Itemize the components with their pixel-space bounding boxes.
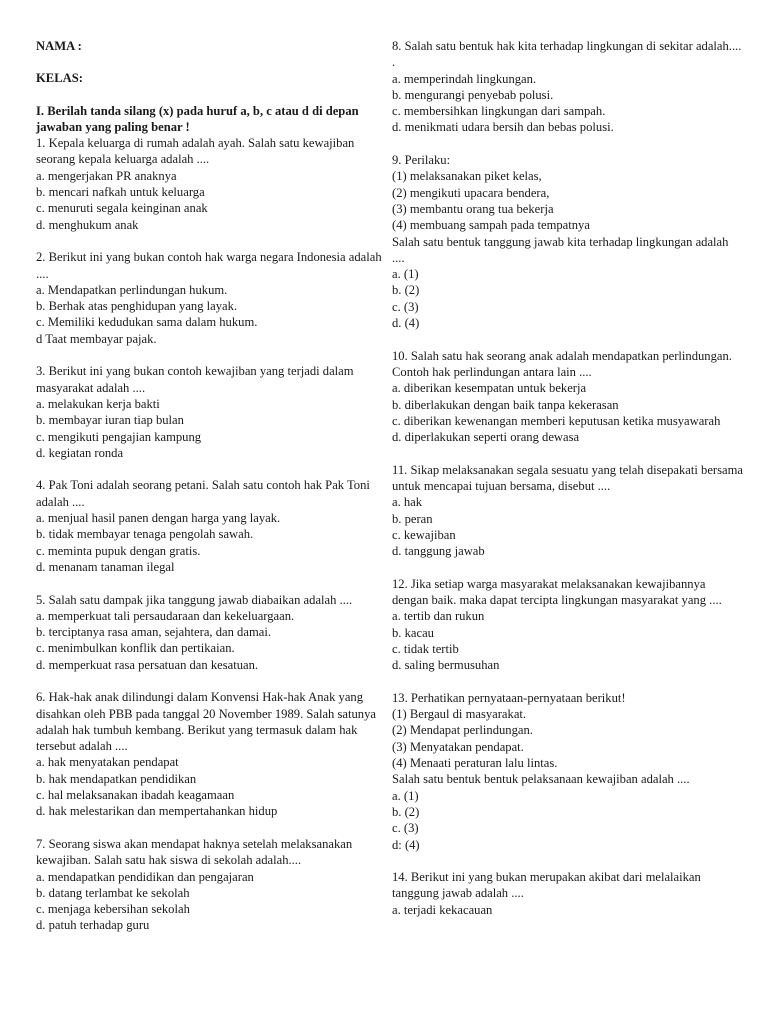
- question-text: Salah satu hak seorang anak adalah mendapatkan perlindungan. Contoh hak perlindungan antara lain ....: [392, 348, 732, 379]
- left-column: [36, 38, 384, 950]
- answer-option: b. hak mendapatkan pendidikan: [36, 771, 197, 786]
- answer-option: d. memperkuat rasa persatuan dan kesatuan.: [36, 657, 259, 672]
- question-14: [392, 869, 744, 918]
- question-stem: [392, 576, 744, 609]
- question-text: Kepala keluarga di rumah adalah ayah. Salah satu kewajiban seorang kepala keluarga adalah ....: [36, 136, 355, 167]
- question-stem: [392, 348, 744, 381]
- question-number: 13.: [392, 690, 408, 705]
- answer-option: d. patuh terhadap guru: [36, 918, 150, 933]
- question-text: Berikut ini yang bukan contoh kewajiban yang terjadi dalam masyarakat adalah ....: [36, 364, 354, 395]
- answer-option: d. hak melestarikan dan mempertahankan hidup: [36, 804, 278, 819]
- question-stem: [36, 477, 384, 510]
- answer-option: b. membayar iuran tiap bulan: [36, 413, 184, 428]
- question-stem: [36, 249, 384, 282]
- answer-option: b. mencari nafkah untuk keluarga: [36, 185, 205, 200]
- question-7: [36, 836, 384, 934]
- answer-option: c. (3): [392, 299, 419, 314]
- question-prompt: Salah satu bentuk tanggung jawab kita terhadap lingkungan adalah ....: [392, 234, 729, 265]
- statement-item: (1) Bergaul di masyarakat.: [392, 707, 527, 722]
- question-10: [392, 348, 744, 446]
- answer-option: d. (4): [392, 316, 420, 331]
- question-stem: [392, 462, 744, 495]
- answer-option: c. menimbulkan konflik dan pertikaian.: [36, 641, 235, 656]
- question-text: Seorang siswa akan mendapat haknya setelah melaksanakan kewajiban. Salah satu hak siswa di sekolah adalah....: [36, 836, 353, 868]
- answer-option: c. diberikan kewenangan memberi keputusan ketika musyawarah: [392, 413, 721, 428]
- question-number: 2.: [36, 250, 46, 265]
- answer-option: d. menikmati udara bersih dan bebas polusi.: [392, 120, 614, 135]
- answer-option: c. mengikuti pengajian kampung: [36, 429, 202, 444]
- answer-option: d. kegiatan ronda: [36, 445, 124, 460]
- statement-item: (3) Menyatakan pendapat.: [392, 739, 524, 754]
- question-number: 3.: [36, 364, 46, 379]
- question-text: Salah satu bentuk hak kita terhadap lingkungan di sekitar adalah.... .: [392, 39, 742, 70]
- question-9: [392, 152, 744, 331]
- statement-item: (2) mengikuti upacara bendera,: [392, 185, 550, 200]
- question-text: Berikut ini yang bukan contoh hak warga negara Indonesia adalah ....: [36, 250, 382, 281]
- answer-option: b. Berhak atas penghidupan yang layak.: [36, 299, 238, 314]
- answer-option: a. (1): [392, 267, 419, 282]
- answer-option: b. diberlakukan dengan baik tanpa kekerasan: [392, 397, 619, 412]
- question-8: [392, 38, 744, 136]
- question-text: Perilaku:: [404, 153, 451, 168]
- question-stem: [392, 690, 744, 706]
- question-number: 9.: [392, 153, 402, 168]
- question-number: 4.: [36, 478, 46, 493]
- question-number: 8.: [392, 39, 402, 53]
- right-question-list: [392, 38, 744, 918]
- question-12: [392, 576, 744, 674]
- answer-option: b. kacau: [392, 625, 434, 640]
- answer-option: d. diperlakukan seperti orang dewasa: [392, 430, 580, 445]
- question-6: [36, 689, 384, 819]
- question-stem: [36, 689, 384, 754]
- question-text: Salah satu dampak jika tanggung jawab diabaikan adalah ....: [48, 592, 353, 607]
- statement-item: (4) membuang sampah pada tempatnya: [392, 218, 590, 233]
- answer-option: d. tanggung jawab: [392, 544, 485, 559]
- question-number: 11.: [392, 462, 408, 477]
- answer-option: a. tertib dan rukun: [392, 609, 485, 624]
- answer-option: d. saling bermusuhan: [392, 658, 500, 673]
- question-stem: [392, 152, 744, 168]
- answer-option: b. peran: [392, 511, 433, 526]
- question-stem: [36, 363, 384, 396]
- question-stem: [36, 592, 384, 608]
- question-text: Pak Toni adalah seorang petani. Salah satu contoh hak Pak Toni adalah ....: [36, 478, 370, 509]
- question-number: 7.: [36, 836, 46, 851]
- question-text: Berikut ini yang bukan merupakan akibat dari melalaikan tanggung jawab adalah ....: [392, 870, 701, 901]
- question-1: [36, 135, 384, 233]
- question-number: 12.: [392, 576, 408, 591]
- answer-option: b. terciptanya rasa aman, sejahtera, dan damai.: [36, 625, 271, 640]
- right-column: [392, 38, 744, 934]
- answer-option: c. tidak tertib: [392, 641, 459, 656]
- question-prompt: Salah satu bentuk bentuk pelaksanaan kewajiban adalah ....: [392, 772, 690, 787]
- answer-option: d. menghukum anak: [36, 217, 139, 232]
- question-stem: [392, 38, 744, 71]
- answer-option: c. (3): [392, 821, 419, 836]
- answer-option: c. meminta pupuk dengan gratis.: [36, 543, 201, 558]
- answer-option: a. (1): [392, 788, 419, 803]
- question-3: [36, 363, 384, 461]
- question-11: [392, 462, 744, 560]
- answer-option: a. mendapatkan pendidikan dan pengajaran: [36, 869, 254, 884]
- question-stem: [36, 135, 384, 168]
- instruction-text: I. Berilah tanda silang (x) pada huruf a, b, c atau d di depan jawaban yang paling benar !: [36, 103, 359, 134]
- question-number: 6.: [36, 690, 46, 705]
- question-4: [36, 477, 384, 575]
- question-number: 1.: [36, 136, 46, 151]
- question-text: Perhatikan pernyataan-pernyataan berikut!: [410, 690, 626, 705]
- answer-option: b. datang terlambat ke sekolah: [36, 885, 190, 900]
- statement-item: (3) membantu orang tua bekerja: [392, 201, 554, 216]
- question-number: 14.: [392, 870, 408, 885]
- answer-option: c. menjaga kebersihan sekolah: [36, 902, 190, 917]
- left-question-list: [36, 135, 384, 934]
- answer-option: a. memperindah lingkungan.: [392, 71, 537, 86]
- answer-option: a. mengerjakan PR anaknya: [36, 168, 177, 183]
- answer-option: a. terjadi kekacauan: [392, 902, 493, 917]
- statement-item: (1) melaksanakan piket kelas,: [392, 169, 542, 184]
- question-stem: [36, 836, 384, 869]
- question-2: [36, 249, 384, 347]
- question-text: Hak-hak anak dilindungi dalam Konvensi Hak-hak Anak yang disahkan oleh PBB pada tanggal 20 November 1989. Salah satunya adalah hak tumbuh kembang. Berikut yang termasuk dalam hak tersebut adalah ....: [36, 690, 376, 754]
- name-field-label: NAMA :: [36, 39, 82, 53]
- answer-option: c. kewajiban: [392, 527, 456, 542]
- answer-option: a. diberikan kesempatan untuk bekerja: [392, 381, 587, 396]
- answer-option: b. mengurangi penyebab polusi.: [392, 87, 554, 102]
- question-stem: [392, 869, 744, 902]
- statement-item: (2) Mendapat perlindungan.: [392, 723, 533, 738]
- question-13: [392, 690, 744, 853]
- answer-option: a. menjual hasil panen dengan harga yang layak.: [36, 511, 281, 526]
- answer-option: c. Memiliki kedudukan sama dalam hukum.: [36, 315, 258, 330]
- answer-option: a. melakukan kerja bakti: [36, 396, 160, 411]
- answer-option: c. hal melaksanakan ibadah keagamaan: [36, 788, 235, 803]
- answer-option: a. hak: [392, 495, 423, 510]
- answer-option: b. (2): [392, 804, 420, 819]
- question-number: 5.: [36, 592, 46, 607]
- answer-option: a. memperkuat tali persaudaraan dan kekeluargaan.: [36, 608, 295, 623]
- answer-option: c. menuruti segala keinginan anak: [36, 201, 208, 216]
- question-number: 10.: [392, 348, 408, 363]
- question-text: Sikap melaksanakan segala sesuatu yang telah disepakati bersama untuk mencapai tujuan bersama, disebut ....: [392, 462, 744, 494]
- answer-option: b. (2): [392, 283, 420, 298]
- answer-option: d Taat membayar pajak.: [36, 331, 157, 346]
- answer-option: d: (4): [392, 837, 420, 852]
- question-5: [36, 592, 384, 673]
- class-field-label: KELAS:: [36, 71, 83, 86]
- question-text: Jika setiap warga masyarakat melaksanakan kewajibannya dengan baik. maka dapat tercipta lingkungan masyarakat yang ....: [392, 576, 722, 608]
- statement-item: (4) Menaati peraturan lalu lintas.: [392, 756, 558, 771]
- answer-option: b. tidak membayar tenaga pengolah sawah.: [36, 527, 254, 542]
- answer-option: a. hak menyatakan pendapat: [36, 755, 179, 770]
- answer-option: c. membersihkan lingkungan dari sampah.: [392, 104, 606, 119]
- answer-option: d. menanam tanaman ilegal: [36, 559, 175, 574]
- answer-option: a. Mendapatkan perlindungan hukum.: [36, 282, 228, 297]
